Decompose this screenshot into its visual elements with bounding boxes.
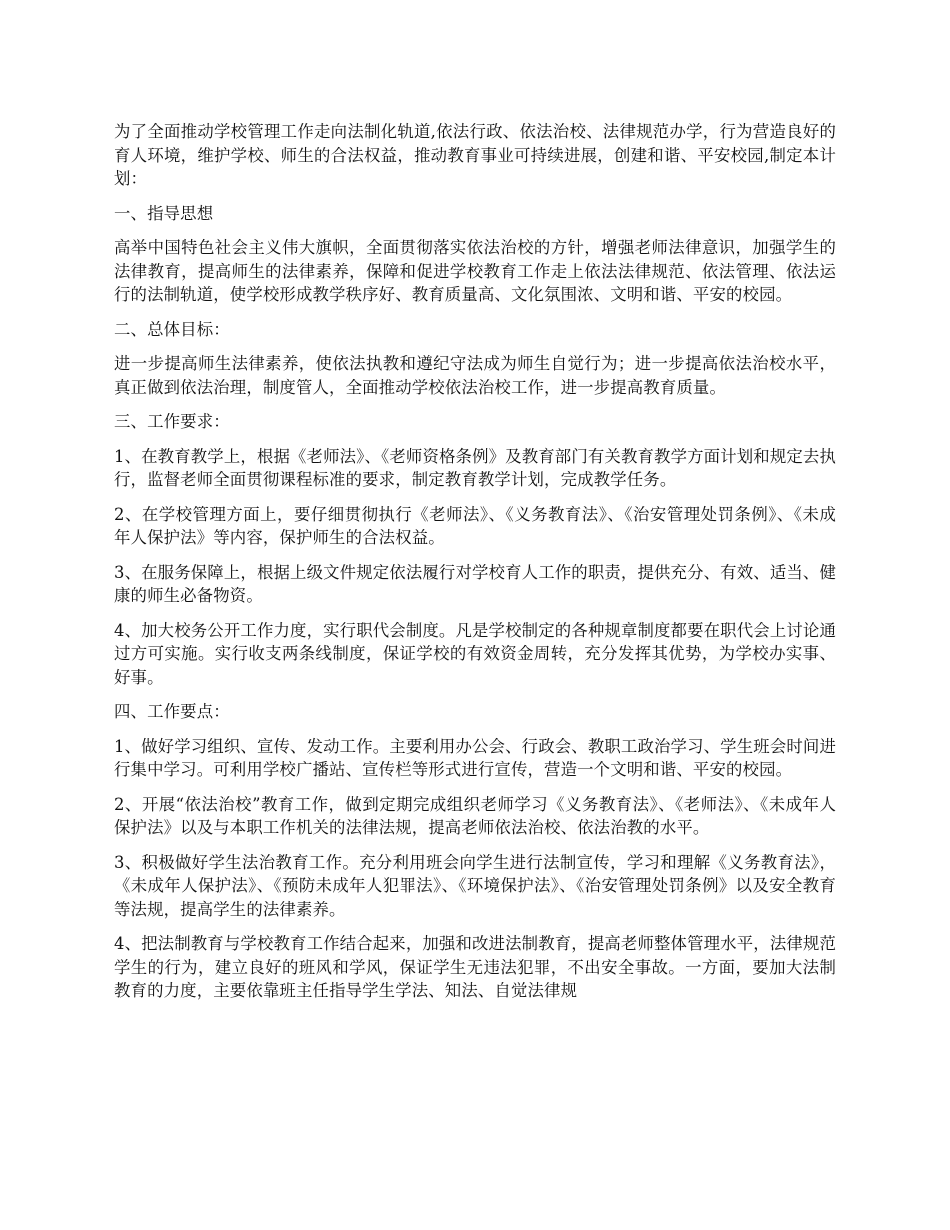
work-requirement-item-1: 1、在教育教学上，根据《老师法》、《老师资格条例》及教育部门有关教育教学方面计划和规定去执行，监督老师全面贯彻课程标准的要求，制定教育教学计划，完成教学任务。 xyxy=(114,446,836,489)
work-point-item-4: 4、把法制教育与学校教育工作结合起来，加强和改进法制教育，提高老师整体管理水平，法律规范学生的行为，建立良好的班风和学风，保证学生无违法犯罪，不出安全事故。一方面，要加大法制教育的力度，主要依靠班主任指导学生学法、知法、自觉法律规 xyxy=(114,934,836,1000)
section-heading-work-points: 四、工作要点： xyxy=(114,702,230,721)
intro-paragraph: 为了全面推动学校管理工作走向法制化轨道,依法行政、依法治校、法律规范办学，行为营造良好的育人环境，维护学校、师生的合法权益，推动教育事业可持续进展，创建和谐、平安校园,制定本计划： xyxy=(114,122,836,188)
work-point-item-2: 2、开展“依法治校”教育工作，做到定期完成组织老师学习《义务教育法》、《老师法》、《未成年人保护法》以及与本职工作机关的法律法规，提高老师依法治校、依法治教的水平。 xyxy=(114,794,836,837)
section-heading-guiding-thought: 一、指导思想 xyxy=(114,203,214,223)
guiding-thought-paragraph: 高举中国特色社会主义伟大旗帜，全面贯彻落实依法治校的方针，增强老师法律意识，加强学生的法律教育，提高师生的法律素养，保障和促进学校教育工作走上依法法律规范、依法管理、依法运行的法制轨道，使学校形成教学秩序好、教育质量高、文化氛围浓、文明和谐、平安的校园。 xyxy=(114,238,836,304)
work-point-item-3: 3、积极做好学生法治教育工作。充分利用班会向学生进行法制宣传，学习和理解《义务教育法》，《未成年人保护法》、《预防未成年人犯罪法》、《环境保护法》、《治安管理处罚条例》以及安全教育等法规，提高学生的法律素养。 xyxy=(114,852,836,919)
work-requirement-item-2: 2、在学校管理方面上，要仔细贯彻执行《老师法》、《义务教育法》、《治安管理处罚条例》、《未成年人保护法》等内容，保护师生的合法权益。 xyxy=(114,504,836,547)
section-heading-overall-goal: 二、总体目标： xyxy=(114,319,230,339)
work-requirement-item-4: 4、加大校务公开工作力度，实行职代会制度。凡是学校制定的各种规章制度都要在职代会上讨论通过方可实施。实行收支两条线制度，保证学校的有效资金周转，充分发挥其优势，为学校办实事、好事。 xyxy=(114,620,836,687)
section-heading-work-requirements: 三、工作要求： xyxy=(114,412,230,431)
overall-goal-paragraph: 进一步提高师生法律素养，使依法执教和遵纪守法成为师生自觉行为；进一步提高依法治校水平，真正做到依法治理，制度管人，全面推动学校依法治校工作，进一步提高教育质量。 xyxy=(114,354,836,397)
document-body xyxy=(114,120,836,1014)
work-point-item-1: 1、做好学习组织、宣传、发动工作。主要利用办公会、行政会、教职工政治学习、学生班会时间进行集中学习。可利用学校广播站、宣传栏等形式进行宣传，营造一个文明和谐、平安的校园。 xyxy=(114,736,836,779)
work-requirement-item-3: 3、在服务保障上，根据上级文件规定依法履行对学校育人工作的职责，提供充分、有效、适当、健康的师生必备物资。 xyxy=(114,562,836,605)
